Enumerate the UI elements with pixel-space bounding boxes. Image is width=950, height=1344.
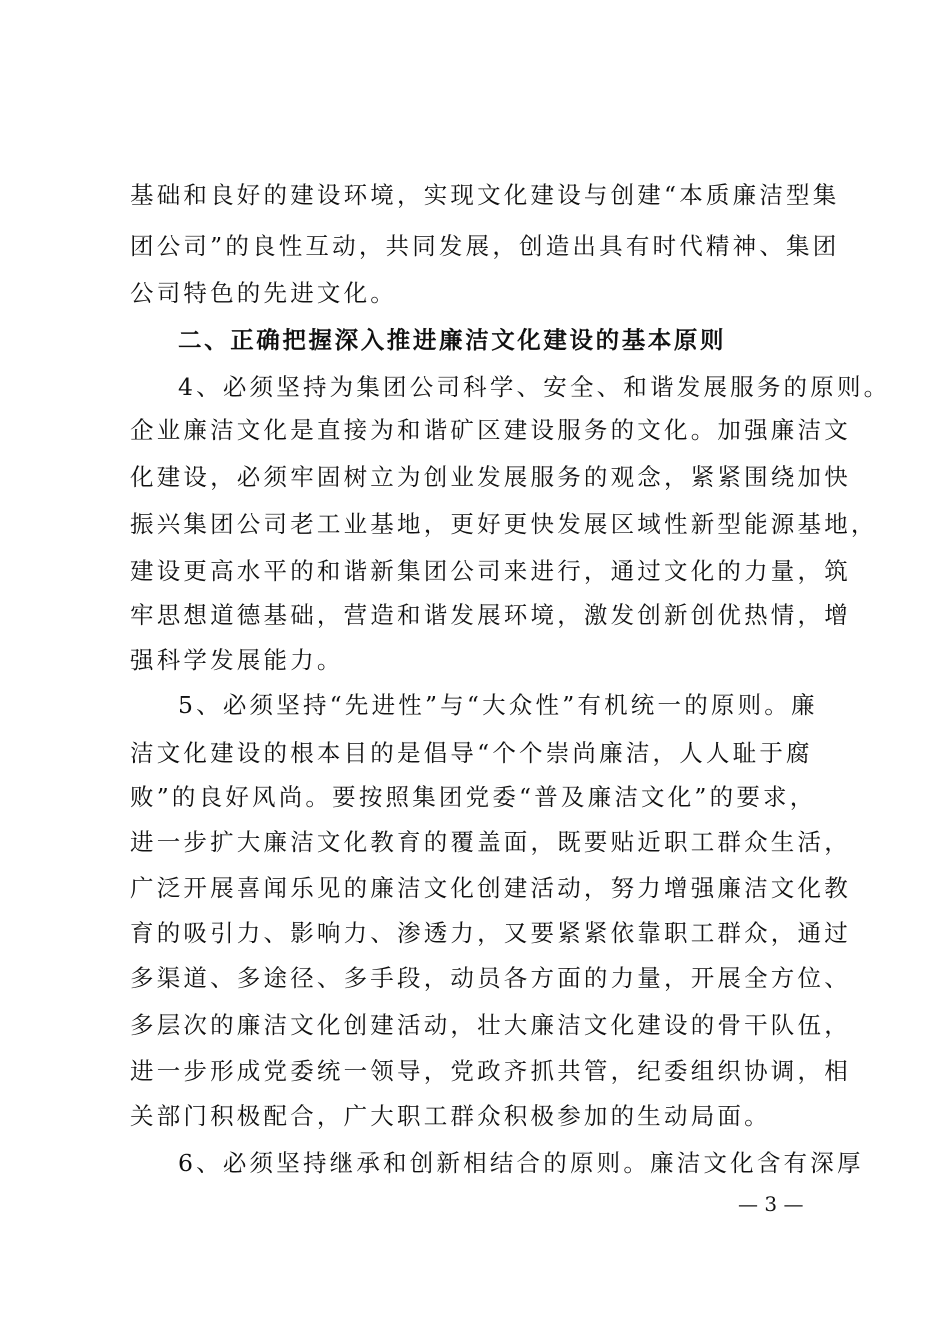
paragraph-4-line-2: 企业廉洁文化是直接为和谐矿区建设服务的文化。加强廉洁文 [130,416,851,444]
paragraph-4-line-5: 建设更高水平的和谐新集团公司来进行，通过文化的力量，筑 [130,557,851,585]
section-heading: 二、正确把握深入推进廉洁文化建设的基本原则 [178,326,727,354]
page-number: — 3 — [738,1192,804,1216]
paragraph-5-line-1: 5、必须坚持“先进性”与“大众性”有机统一的原则。廉 [178,691,818,719]
paragraph-5-line-10: 关部门积极配合，广大职工群众积极参加的生动局面。 [130,1102,771,1130]
text-line-3: 公司特色的先进文化。 [130,279,397,307]
paragraph-5-line-8: 多层次的廉洁文化创建活动，壮大廉洁文化建设的骨干队伍， [130,1011,851,1039]
paragraph-5-line-7: 多渠道、多途径、多手段，动员各方面的力量，开展全方位、 [130,964,851,992]
paragraph-5-line-4: 进一步扩大廉洁文化教育的覆盖面，既要贴近职工群众生活， [130,828,851,856]
paragraph-4-line-7: 强科学发展能力。 [130,646,344,674]
paragraph-5-line-5: 广泛开展喜闻乐见的廉洁文化创建活动，努力增强廉洁文化教 [130,874,851,902]
paragraph-6-line-1: 6、必须坚持继承和创新相结合的原则。廉洁文化含有深厚 [178,1149,864,1177]
text-line-2: 团公司”的良性互动，共同发展，创造出具有时代精神、集团 [130,232,840,260]
paragraph-5-line-3: 败”的良好风尚。要按照集团党委“普及廉洁文化”的要求， [130,783,817,811]
text-line-1: 基础和良好的建设环境，实现文化建设与创建“本质廉洁型集 [130,181,840,209]
paragraph-5-line-6: 育的吸引力、影响力、渗透力，又要紧紧依靠职工群众，通过 [130,919,851,947]
paragraph-4-line-1: 4、必须坚持为集团公司科学、安全、和谐发展服务的原则。 [178,373,891,401]
paragraph-5-line-9: 进一步形成党委统一领导，党政齐抓共管，纪委组织协调，相 [130,1057,851,1085]
paragraph-4-line-6: 牢思想道德基础，营造和谐发展环境，激发创新创优热情，增 [130,601,851,629]
paragraph-5-line-2: 洁文化建设的根本目的是倡导“个个崇尚廉洁，人人耻于腐 [130,739,813,767]
paragraph-4-line-3: 化建设，必须牢固树立为创业发展服务的观念，紧紧围绕加快 [130,463,851,491]
paragraph-4-line-4: 振兴集团公司老工业基地，更好更快发展区域性新型能源基地， [130,510,878,538]
